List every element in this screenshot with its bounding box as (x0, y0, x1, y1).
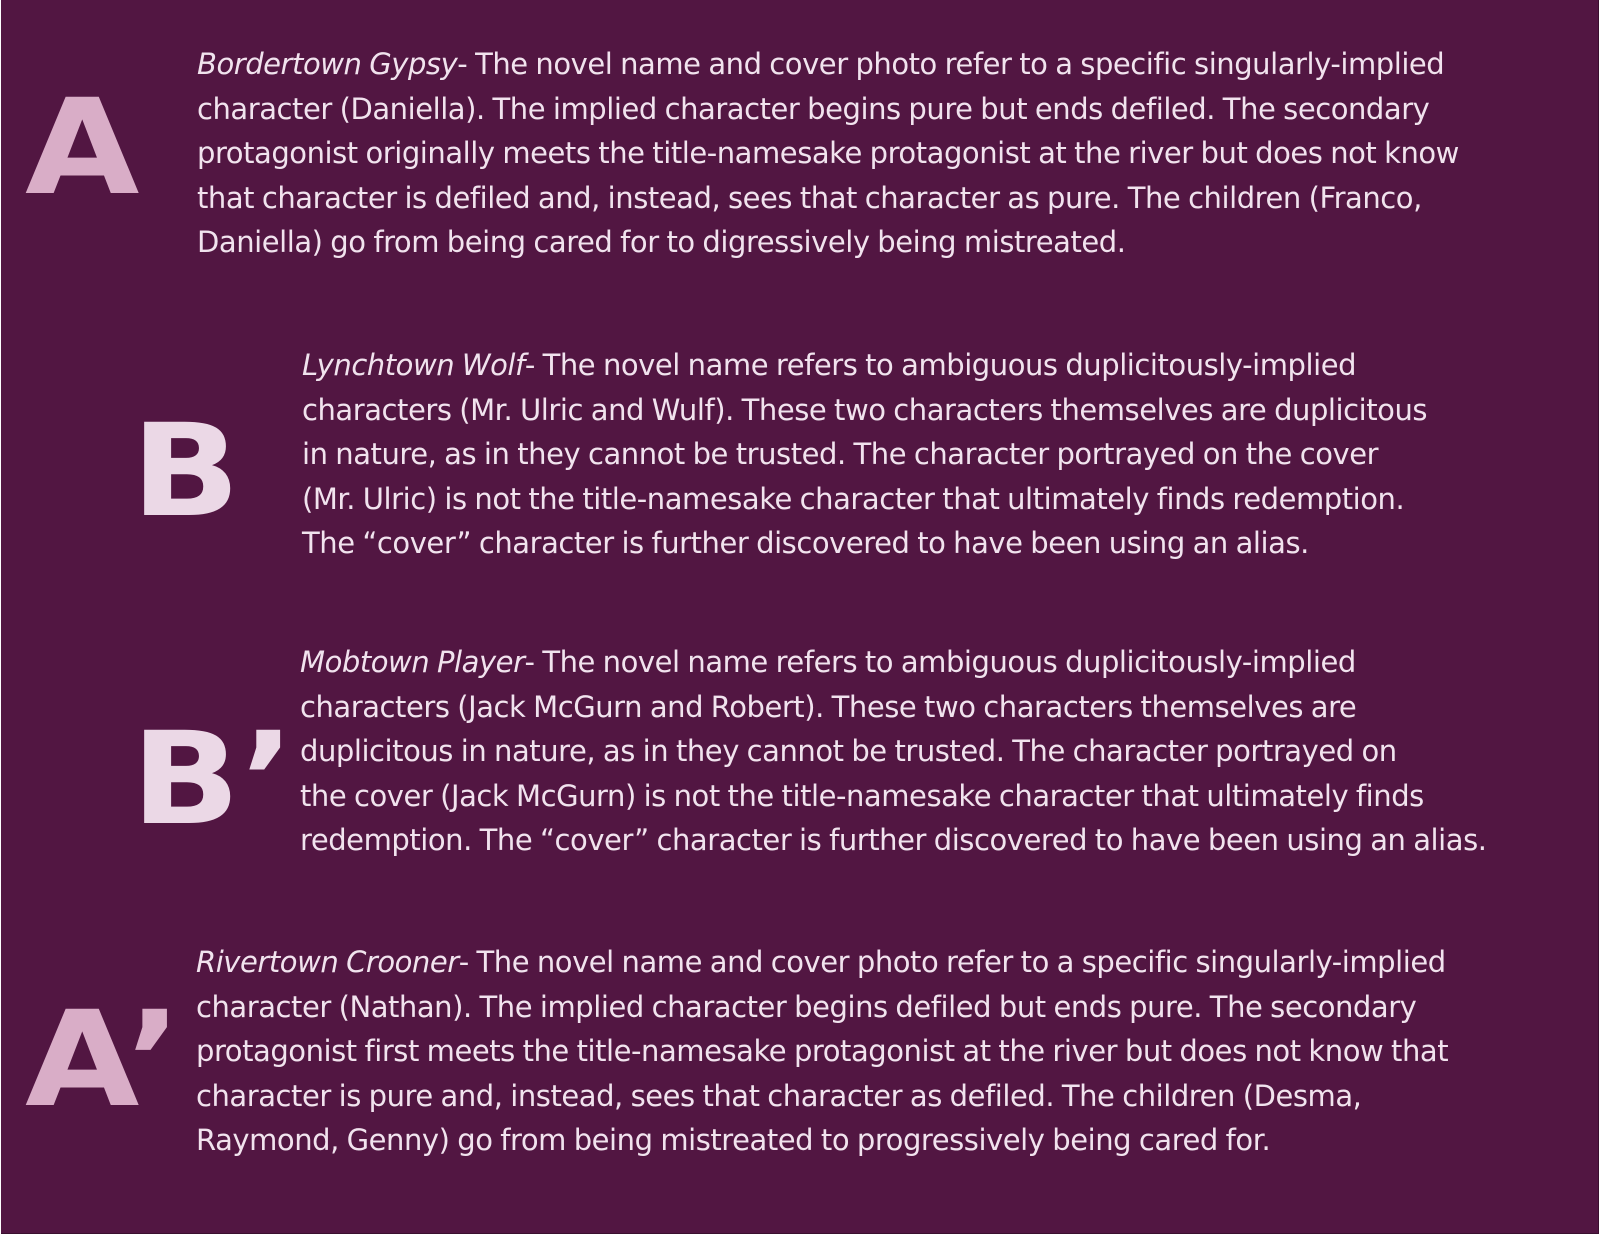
section-a-prime-label: A’ (25, 983, 183, 1137)
section-a-prime-line-5: Raymond, Genny) go from being mistreated to progressively being cared for. (196, 1123, 1271, 1157)
section-a-prime-line-4: character is pure and, instead, sees that character as defiled. The children (Desma, (196, 1078, 1362, 1113)
section-b-line-4: (Mr. Ulric) is not the title-namesake character that ultimately finds redemption. (302, 481, 1405, 516)
section-b-prime-line-1 (300, 640, 1487, 685)
section-b-prime-line-2: characters (Jack McGurn and Robert). These two characters themselves are (300, 689, 1357, 724)
section-b-prime-title: Mobtown Player (300, 645, 525, 679)
section-a-line-1 (197, 42, 1459, 87)
section-b-prime-line-1-text: - The novel name refers to ambiguous duplicitously-implied (524, 645, 1356, 679)
section-b-line-5: The “cover” character is further discovered to have been using an alias. (302, 526, 1309, 560)
section-b-line-2: characters (Mr. Ulric and Wulf). These two characters themselves are duplicitous (302, 392, 1428, 427)
section-b-prime-line-3: duplicitous in nature, as in they cannot be trusted. The character portrayed on (300, 734, 1397, 768)
section-a-prime-letter (25, 983, 183, 1137)
section-b-line-3: in nature, as in they cannot be trusted. The character portrayed on the cover (302, 437, 1379, 471)
section-b-letter (131, 397, 241, 546)
section-a-prime-line-1-text: - The novel name and cover photo refer to a specific singularly-implied (458, 945, 1446, 979)
section-a-line-1-text: - The novel name and cover photo refer to a specific singularly-implied (457, 47, 1445, 81)
section-b-prime-line-5: redemption. The “cover” character is further discovered to have been using an alias. (300, 823, 1487, 857)
section-a-line-5: Daniella) go from being cared for to digressively being mistreated. (197, 225, 1126, 259)
section-b-paragraph (302, 343, 1427, 566)
section-b-prime-label: B’ (131, 705, 295, 854)
section-a-paragraph (197, 42, 1459, 265)
section-a-prime-line-1 (196, 940, 1448, 985)
section-a-prime-title: Rivertown Crooner (196, 945, 459, 979)
section-a-prime-paragraph (196, 940, 1448, 1163)
section-b-prime-line-4: the cover (Jack McGurn) is not the title-namesake character that ultimately finds (300, 778, 1424, 813)
section-b-prime-letter (131, 705, 295, 854)
section-b-line-1 (302, 343, 1427, 388)
chiasm-panel (1, 0, 1599, 1234)
section-b-label: B (131, 397, 241, 546)
section-a-line-3: protagonist originally meets the title-namesake protagonist at the river but does not know (197, 136, 1459, 170)
section-a-label: A (25, 71, 140, 225)
section-b-prime-paragraph (300, 640, 1487, 863)
section-a-title: Bordertown Gypsy (197, 47, 458, 81)
section-a-prime-line-3: protagonist first meets the title-namesake protagonist at the river but does not know that (196, 1034, 1449, 1068)
section-a-prime-line-2: character (Nathan). The implied character begins defiled but ends pure. The secondary (196, 989, 1417, 1024)
section-b-line-1-text: - The novel name refers to ambiguous duplicitously-implied (524, 348, 1357, 382)
section-a-letter (25, 71, 140, 225)
section-a-line-2: character (Daniella). The implied character begins pure but ends defiled. The secondary (197, 91, 1430, 126)
section-a-line-4: that character is defiled and, instead, sees that character as pure. The children (Franco, (197, 180, 1422, 215)
section-b-title: Lynchtown Wolf (302, 348, 525, 382)
